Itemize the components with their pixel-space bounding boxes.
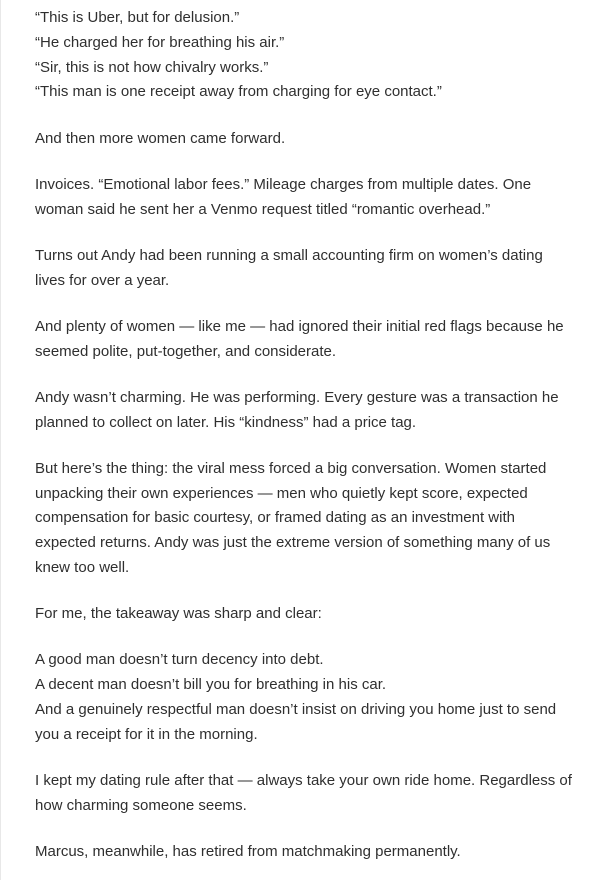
- text-line: woman said he sent her a Venmo request titled “romantic overhead.”: [35, 200, 491, 218]
- text-line: compensation for basic courtesy, or framed dating as an investment with: [35, 509, 515, 527]
- text-line: you a receipt for it in the morning.: [35, 725, 258, 743]
- paragraph-performing: [35, 386, 577, 436]
- paragraph-accounting-firm: [35, 244, 577, 294]
- text-line: And plenty of women — like me — had ignored their initial red flags because he: [35, 317, 564, 335]
- text-line: “Sir, this is not how chivalry works.”: [35, 58, 269, 76]
- text-line: “This man is one receipt away from charging for eye contact.”: [35, 83, 442, 101]
- text-line: knew too well.: [35, 558, 130, 576]
- text-line: Turns out Andy had been running a small accounting firm on women’s dating: [35, 246, 543, 264]
- paragraph-reactions: [35, 6, 577, 105]
- text-line: expected returns. Andy was just the extreme version of something many of us: [35, 534, 551, 552]
- text-line: And then more women came forward.: [35, 129, 286, 147]
- paragraph-conversation: [35, 457, 577, 581]
- text-line: planned to collect on later. His “kindness” had a price tag.: [35, 413, 417, 431]
- text-line: unpacking their own experiences — men who quietly kept score, expected: [35, 484, 528, 502]
- text-line: seemed polite, put-together, and considerate.: [35, 342, 337, 360]
- text-line: And a genuinely respectful man doesn’t insist on driving you home just to send: [35, 700, 557, 718]
- text-line: I kept my dating rule after that — always take your own ride home. Regardless of: [35, 771, 572, 789]
- text-line: For me, the takeaway was sharp and clear:: [35, 605, 322, 623]
- text-line: A good man doesn’t turn decency into debt.: [35, 651, 324, 669]
- text-line: A decent man doesn’t bill you for breathing in his car.: [35, 676, 387, 694]
- paragraph-invoices: [35, 173, 577, 223]
- text-line: But here’s the thing: the viral mess forced a big conversation. Women started: [35, 459, 547, 477]
- text-line: Marcus, meanwhile, has retired from matchmaking permanently.: [35, 842, 461, 860]
- paragraph-red-flags: [35, 315, 577, 365]
- text-line: “He charged her for breathing his air.”: [35, 33, 285, 51]
- paragraph-dating-rule: [35, 769, 577, 819]
- text-line: “This is Uber, but for delusion.”: [35, 9, 240, 26]
- text-line: Invoices. “Emotional labor fees.” Mileage charges from multiple dates. One: [35, 175, 532, 193]
- paragraph-marcus: [35, 840, 577, 865]
- paragraph-good-man: [35, 648, 577, 747]
- text-line: Andy wasn’t charming. He was performing. Every gesture was a transaction he: [35, 388, 559, 406]
- paragraph-takeaway: [35, 602, 577, 627]
- text-line: lives for over a year.: [35, 271, 170, 289]
- paragraph-more-women: [35, 127, 577, 152]
- text-line: how charming someone seems.: [35, 796, 247, 814]
